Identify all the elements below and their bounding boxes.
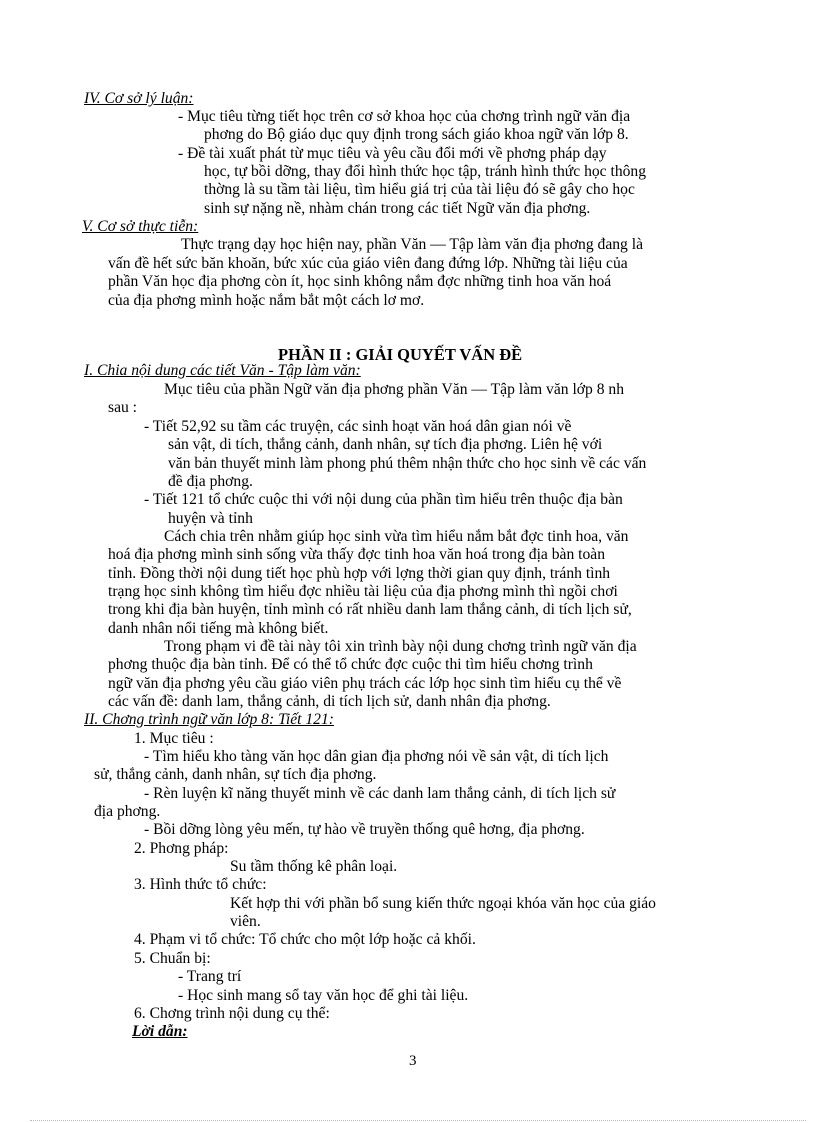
text-line: phơng thuộc địa bàn tỉnh. Để có thể tổ chức đợc cuộc thi tìm hiểu chơng trình	[108, 656, 593, 673]
page-number: 3	[409, 1053, 417, 1069]
text-line: học, tự bồi dỡng, thay đổi hình thức học tập, tránh hình thức học thông	[204, 163, 647, 180]
text-line: ngữ văn địa phơng yêu cầu giáo viên phụ trách các lớp học sinh tìm hiểu cụ thể về	[108, 675, 622, 692]
text-line: sau :	[108, 399, 138, 416]
text-line: của địa phơng mình hoặc nắm bắt một cách lơ mơ.	[108, 292, 425, 309]
text-line: viên.	[230, 913, 261, 930]
text-line: trạng học sinh không tìm hiểu đợc nhiều tài liệu của địa phơng mình thì ngồi chơi	[108, 583, 618, 600]
text-line: đề địa phơng.	[168, 473, 253, 490]
text-line: huyện và tỉnh	[168, 510, 253, 527]
text-line: địa phơng.	[94, 803, 161, 820]
text-line: sản vật, di tích, thắng cảnh, danh nhân, sự tích địa phơng. Liên hệ với	[168, 436, 603, 453]
text-line: - Bồi dỡng lòng yêu mến, tự hào về truyền thống quê hơng, địa phơng.	[144, 821, 585, 838]
text-line: phơng do Bộ giáo dục quy định trong sách giáo khoa ngữ văn lớp 8.	[204, 126, 629, 143]
text-line: - Mục tiêu từng tiết học trên cơ sở khoa học của chơng trình ngữ văn địa	[178, 108, 631, 125]
text-line: - Tìm hiểu kho tàng văn học dân gian địa phơng nói về sản vật, di tích lịch	[144, 748, 609, 765]
text-line: - Tiết 52,92 su tầm các truyện, các sinh hoạt văn hoá dân gian nói về	[144, 418, 572, 435]
text-line: 4. Phạm vi tổ chức: Tổ chức cho một lớp hoặc cả khối.	[134, 931, 476, 948]
text-line: - Đề tài xuất phát từ mục tiêu và yêu cầu đổi mới về phơng pháp dạy	[178, 145, 607, 162]
text-line: danh nhân nổi tiếng mà không biết.	[108, 620, 329, 637]
text-line: - Học sinh mang sổ tay văn học để ghi tài liệu.	[178, 987, 469, 1004]
section-heading: I. Chia nội dung các tiết Văn - Tập làm văn:	[84, 362, 361, 379]
text-line: Mục tiêu của phần Ngữ văn địa phơng phần Văn — Tập làm văn lớp 8 nh	[164, 381, 625, 398]
text-line: Kết hợp thi với phần bổ sung kiến thức ngoại khóa văn học của giáo	[230, 895, 656, 912]
section-heading: II. Chơng trình ngữ văn lớp 8: Tiết 121:	[84, 711, 334, 728]
text-line: 5. Chuẩn bị:	[134, 950, 211, 967]
text-line: thờng là su tầm tài liệu, tìm hiểu giá trị của tài liệu đó sẽ gây cho học	[204, 181, 635, 198]
section-heading: IV. Cơ sở lý luận:	[84, 90, 194, 107]
text-line: vấn đề hết sức băn khoăn, bức xúc của giáo viên đang đứng lớp. Những tài liệu của	[108, 255, 628, 272]
text-line: văn bản thuyết minh làm phong phú thêm nhận thức cho học sinh về các vấn	[168, 455, 647, 472]
text-line: 1. Mục tiêu :	[134, 730, 214, 747]
section-heading: V. Cơ sở thực tiễn:	[82, 218, 199, 235]
text-line: hoá địa phơng mình sinh sống vừa thấy đợc tinh hoa văn hoá trong địa bàn toàn	[108, 546, 605, 563]
text-line: - Trang trí	[178, 968, 242, 985]
text-line: sinh sự nặng nề, nhàm chán trong các tiết Ngữ văn địa phơng.	[204, 200, 591, 217]
text-line: Trong phạm vi đề tài này tôi xin trình bày nội dung chơng trình ngữ văn địa	[164, 638, 637, 655]
text-line: Cách chia trên nhằm giúp học sinh vừa tìm hiểu nắm bắt đợc tinh hoa, văn	[164, 528, 629, 545]
text-line: 3. Hình thức tổ chức:	[134, 876, 267, 893]
text-line: Su tầm thống kê phân loại.	[230, 858, 398, 875]
part-title: PHẦN II : GIẢI QUYẾT VẤN ĐỀ	[278, 345, 523, 364]
text-line: trong khi địa bàn huyện, tỉnh mình có rất nhiều danh lam thắng cảnh, di tích lịch sử,	[108, 601, 632, 618]
text-line: 2. Phơng pháp:	[134, 840, 229, 857]
text-line: phần Văn học địa phơng còn ít, học sinh không nắm đợc những tinh hoa văn hoá	[108, 273, 612, 290]
page-bottom-border	[30, 1120, 806, 1121]
text-line: sử, thắng cảnh, danh nhân, sự tích địa phơng.	[94, 766, 377, 783]
text-line: 6. Chơng trình nội dung cụ thể:	[134, 1005, 330, 1022]
subsection-heading: Lời dẫn:	[132, 1023, 188, 1040]
text-line: các vấn đề: danh lam, thắng cảnh, di tích lịch sử, danh nhân địa phơng.	[108, 693, 551, 710]
text-line: - Rèn luyện kĩ năng thuyết minh về các danh lam thắng cảnh, di tích lịch sử	[144, 785, 616, 802]
text-line: tỉnh. Đồng thời nội dung tiết học phù hợp với lợng thời gian quy định, tránh tình	[108, 565, 611, 582]
text-line: - Tiết 121 tổ chức cuộc thi với nội dung của phần tìm hiểu trên thuộc địa bàn	[144, 491, 623, 508]
text-line: Thực trạng dạy học hiện nay, phần Văn — Tập làm văn địa phơng đang là	[181, 236, 644, 253]
